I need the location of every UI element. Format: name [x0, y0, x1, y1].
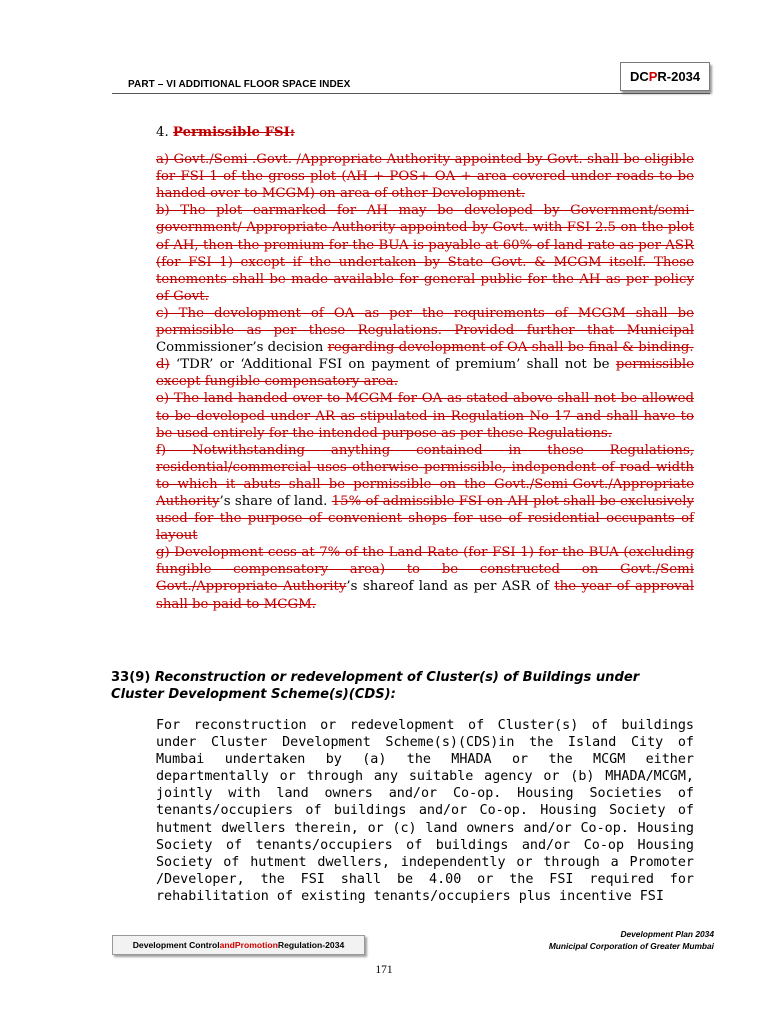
page-number: 171	[375, 964, 393, 976]
item4-paragraph	[156, 151, 694, 202]
footer-left-part-a: Development Control	[132, 940, 220, 950]
retained-text: ’s shareof land as per ASR of	[346, 579, 555, 595]
deleted-text: c) The development of OA as per the requirements of MCGM shall be permissible as per these Regulations. Provided further that Municipal	[156, 305, 694, 339]
footer-right	[549, 929, 714, 952]
retained-text: Commissioner’s decision	[156, 340, 328, 356]
footer-left-part-c: Regulation-2034	[277, 940, 345, 950]
item4-block	[156, 124, 694, 613]
deleted-text: d)	[156, 357, 170, 373]
part-title: PART – VI ADDITIONAL FLOOR SPACE INDEX	[128, 79, 351, 90]
doc-code-part-a: DC	[629, 69, 649, 84]
item4-number: 4.	[156, 125, 169, 140]
item4-paragraph	[156, 202, 694, 305]
doc-code-part-c: R-2034	[657, 69, 701, 84]
deleted-text: the year of approval shall be paid to MCGM.	[156, 579, 695, 612]
footer-plan-title: Development Plan 2034	[620, 929, 714, 939]
deleted-text: b) The plot earmarked for AH may be developed by Government/semi-government/ Appropriate Authority appointed by Govt. with FSI 2.5 on the plot of AH, then the premium for the BUA is payable at 60% of land rate as per ASR (for FSI 1) except if the undertaken by State Govt. & MCGM itself. These tenements shall be made available for general public for the AH as per policy of Govt.	[156, 203, 694, 304]
footer-left-part-b: andPromotion	[219, 940, 278, 950]
footer-regulation-box	[112, 935, 365, 955]
item4-paragraph	[156, 356, 694, 390]
item4-paragraph	[156, 544, 694, 612]
retained-text: ‘TDR’ or ‘Additional FSI on payment of premium’ shall not be	[169, 357, 616, 373]
item4-paragraph	[156, 442, 694, 545]
section-heading	[111, 669, 696, 703]
deleted-text: f) Notwithstanding anything contained in these Regulations, residential/commercial uses otherwise permissible, independent of road width to which it abuts shall be permissible on the Govt./Semi-Govt./Appropriate Authority	[156, 442, 694, 509]
item4-paragraph	[156, 390, 694, 441]
deleted-text: 15% of admissible FSI on AH plot shall be exclusively used for the purpose of convenient shops for use of residential occupants of layout	[156, 493, 694, 544]
deleted-text: g) Development cess at 7% of the Land Rate (for FSI 1) for the BUA (excluding fungible compensatory area) to be constructed on Govt./Semi Govt./Appropriate Authority	[156, 545, 694, 595]
footer-corporation: Municipal Corporation of Greater Mumbai	[548, 940, 714, 951]
section-number: 33(9)	[111, 670, 151, 685]
item4-paragraphs	[156, 151, 694, 613]
section-title: Reconstruction or redevelopment of Cluster(s) of Buildings under Cluster Development Scheme(s)(CDS):	[111, 670, 640, 702]
item4-paragraph	[156, 305, 694, 356]
header-divider	[112, 93, 710, 94]
section-body: For reconstruction or redevelopment of Cluster(s) of buildings under Cluster Development Scheme(s)(CDS)in the Island City of Mumbai undertaken by (a) the MHADA or the MCGM either departmentally or through any suitable agency or (b) MHADA/MCGM, jointly with land owners and/or Co-op. Housing Societies of tenants/occupiers of buildings and/or Co-op. Housing Society of hutment dwellers therein, or (c) land owners and/or Co-op. Housing Society of tenants/occupiers of buildings and/or Co-op Housing Society of hutment dwellers, independently or through a Promoter /Developer, the FSI shall be 4.00 or the FSI required for rehabilitation of existing tenants/occupiers plus incentive FSI	[156, 718, 694, 904]
doc-code-badge	[620, 62, 710, 91]
deleted-text: a) Govt./Semi .Govt. /Appropriate Authority appointed by Govt. shall be eligible for FSI 1 of the gross plot (AH + POS+ OA + area covered under roads to be handed over to MCGM) on area of other Development.	[156, 152, 694, 202]
item4-heading	[156, 124, 694, 141]
retained-text: ’s share of land.	[219, 493, 332, 509]
deleted-text: regarding development of OA shall be final & binding.	[327, 340, 694, 356]
deleted-text: permissible except fungible compensatory area.	[156, 357, 694, 390]
doc-code-part-b: P	[648, 69, 658, 84]
deleted-text: e) The land handed over to MCGM for OA as stated above shall not be allowed to be developed under AR as stipulated in Regulation No 17 and shall have to be used entirely for the intended purpose as per these Regulations.	[156, 391, 694, 441]
item4-label: Permissible FSI:	[172, 125, 295, 140]
